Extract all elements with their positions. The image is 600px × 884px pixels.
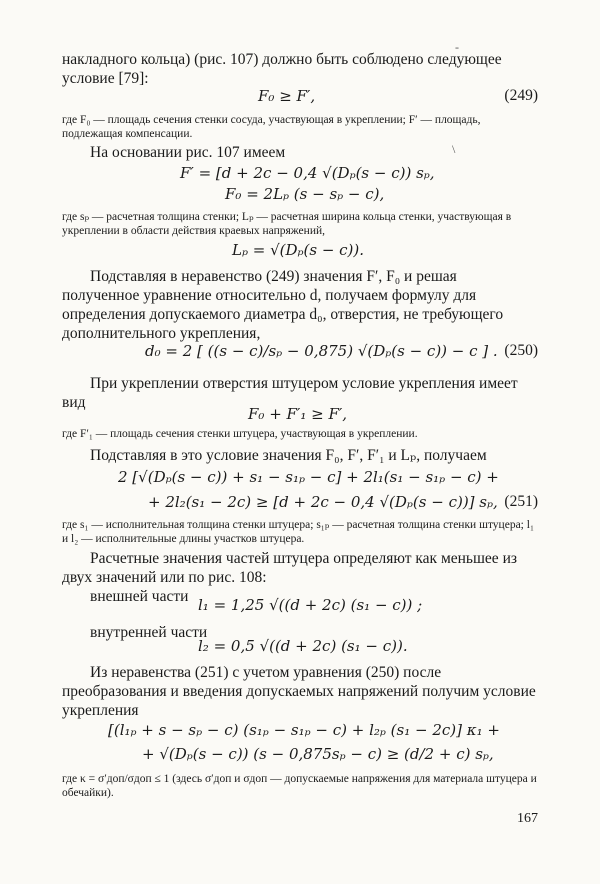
formula-l1: l₁ = 1,25 √((d + 2c) (s₁ − c)) ; bbox=[198, 596, 423, 614]
formula-final-line-1: [(l₁ₚ + s − sₚ − c) (s₁ₚ − s₁ₚ − c) + l₂ₚ (s₁ − 2c)] κ₁ + bbox=[108, 721, 500, 739]
note-5: где κ = σ′доп/σдоп ≤ 1 (здесь σ′доп и σдоп — допускаемые напряжения для материала штуцера и обечайки). bbox=[62, 773, 537, 799]
formula-final-line-2: + √(Dₚ(s − c)) (s − 0,875sₚ − c) ≥ (d/2 + c) sₚ, bbox=[142, 745, 494, 763]
paragraph-4: При укреплении отверстия штуцером условие укрепления имеет вид bbox=[62, 375, 518, 411]
note-3: где F′₁ — площадь сечения стенки штуцера, участвующая в укреплении. bbox=[62, 428, 418, 440]
formula-Lp: Lₚ = √(Dₚ(s − c)). bbox=[232, 241, 365, 259]
formula-l2: l₂ = 0,5 √((d + 2c) (s₁ − c)). bbox=[198, 637, 408, 655]
paragraph-5: Подставляя в это условие значения F₀, F′, F′₁ и Lₚ, получаем bbox=[90, 447, 487, 464]
formula-F-prime: F′ = [d + 2c − 0,4 √(Dₚ(s − c)) sₚ, bbox=[180, 164, 435, 182]
equation-number-250: (250) bbox=[504, 342, 538, 359]
formula-250: d₀ = 2 [ ((s − c)/sₚ − 0,875) √(Dₚ(s − c)) − c ] . bbox=[145, 342, 498, 360]
paragraph-2: На основании рис. 107 имеем bbox=[90, 144, 286, 161]
label-external-part: внешней части bbox=[90, 588, 189, 605]
formula-condition: F₀ + F′₁ ≥ F′, bbox=[248, 405, 348, 423]
scan-mark: \ bbox=[452, 142, 456, 156]
scan-mark: - bbox=[455, 40, 459, 54]
formula-251-line-1: 2 [√(Dₚ(s − c)) + s₁ − s₁ₚ − c] + 2l₁(s₁ − s₁ₚ − c) + bbox=[118, 468, 499, 486]
paragraph-6: Расчетные значения частей штуцера определяют как меньшее из двух значений или по рис. 108: bbox=[62, 550, 517, 586]
paragraph-3: Подставляя в неравенство (249) значения F′, F₀ и решая полученное уравнение относительно d, получаем формулу для определения допускаемого диаметра d₀, отверстия, не требующего дополнительного укрепления, bbox=[62, 268, 504, 342]
paragraph-7: Из неравенства (251) с учетом уравнения (250) после преобразования и введения допускаемых напряжений получим условие укрепления bbox=[62, 664, 536, 719]
note-4: где s₁ — исполнительная толщина стенки штуцера; s₁ₚ — расчетная толщина стенки штуцера; l₁ и l₂ — исполнительные длины участков штуцера. bbox=[62, 519, 534, 545]
note-1: где F₀ — площадь сечения стенки сосуда, участвующая в укреплении; F′ — площадь, подлежащая компенсации. bbox=[62, 114, 481, 140]
formula-F0: F₀ = 2Lₚ (s − sₚ − c), bbox=[225, 185, 385, 203]
equation-number-249: (249) bbox=[504, 87, 538, 104]
page-number: 167 bbox=[517, 811, 538, 826]
equation-number-251: (251) bbox=[504, 493, 538, 510]
paragraph-1: накладного кольца) (рис. 107) должно быть соблюдено следующее условие [79]: bbox=[62, 51, 502, 87]
formula-251-line-2: + 2l₂(s₁ − 2c) ≥ [d + 2c − 0,4 √(Dₚ(s − c))] sₚ, bbox=[148, 493, 498, 511]
note-2: где sₚ — расчетная толщина стенки; Lₚ — расчетная ширина кольца стенки, участвующая в укреплении в области действия краевых напряжений, bbox=[62, 211, 512, 237]
label-internal-part: внутренней части bbox=[90, 624, 208, 641]
formula-249: F₀ ≥ F′, bbox=[258, 87, 316, 105]
